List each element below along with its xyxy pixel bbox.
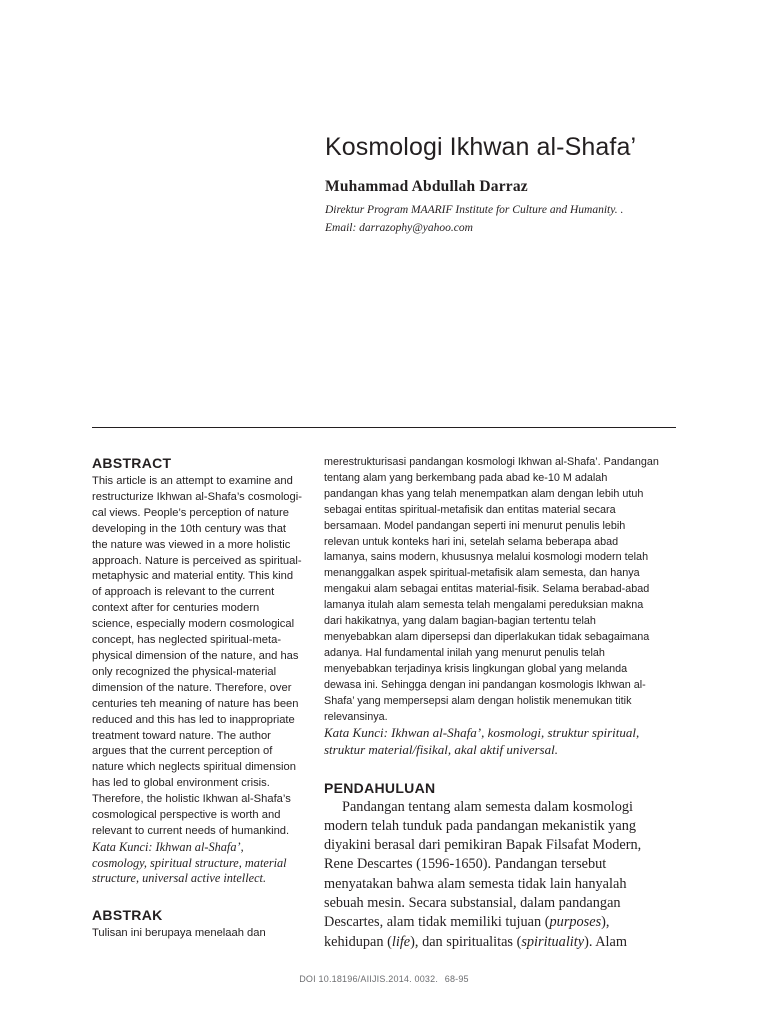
text-line: argues that the current perception of <box>92 745 273 758</box>
text-line: merestrukturisasi pandangan kosmologi Ikhwan al-Shafa’. Pandangan <box>324 456 659 468</box>
text-line: metaphysic and material entity. This kind <box>92 570 294 583</box>
text-line: menyebabkan terjadinya krisis lingkungan global yang melanda <box>324 662 628 675</box>
abstract-keywords <box>92 840 310 887</box>
text-line: lamanya, sains modern, khususnya melalui kosmologi modern telah <box>324 551 649 564</box>
article-title: Kosmologi Ikhwan al-Shafa’ <box>325 133 637 161</box>
text-line: treatment toward nature. The author <box>92 729 271 742</box>
footer-doi <box>0 974 768 984</box>
text-line: Kata Kunci: Ikhwan al-Shafa’, kosmologi, struktur spiritual, <box>324 725 640 741</box>
text-line: sebagai entitas spiritual-metafisik dan entitas material secara <box>324 503 616 516</box>
text-line: pandangan khas yang telah menempatkan alam dengan lebih utuh <box>324 487 644 500</box>
text-line: tentang alam yang berkembang pada abad ke-10 M adalah <box>324 471 608 484</box>
text-line: Shafa’ yang mempersepsi alam dengan holistik menemukan titik <box>324 694 632 707</box>
text-line: sebuah mesin. Secara substansial, dalam pandangan <box>324 895 621 912</box>
text-line: has led to global environment crisis. <box>92 777 270 790</box>
author-affiliation-block <box>325 201 623 237</box>
text-line: nature which neglects spiritual dimension <box>92 761 296 774</box>
text-line: adanya. Hal fundamental inilah yang menurut penulis telah <box>324 646 605 659</box>
abstrak-keywords <box>324 725 676 758</box>
text-line: structure, universal active intellect. <box>92 871 267 886</box>
text-line: dewasa ini. Sehingga dengan ini pandangan kosmologis Ikhwan al- <box>324 678 646 691</box>
text-line: cal views. People’s perception of nature <box>92 506 289 519</box>
text-line: the nature was viewed in a more holistic <box>92 538 291 551</box>
text-line: cosmological perspective is worth and <box>92 809 281 822</box>
text-line: dimension of the nature. Therefore, over <box>92 681 292 694</box>
text-line: Kata Kunci: Ikhwan al-Shafa’, <box>92 839 244 854</box>
abstrak-continued-body <box>324 455 676 725</box>
pendahuluan-body <box>324 798 676 952</box>
text-line: Therefore, the holistic Ikhwan al-Shafa’s <box>92 793 291 806</box>
abstrak-heading: ABSTRAK <box>92 906 163 923</box>
abstract-heading: ABSTRACT <box>92 455 172 471</box>
author-name: Muhammad Abdullah Darraz <box>325 178 528 195</box>
text-line: science, especially modern cosmological <box>92 618 295 631</box>
text-line: context after for centuries modern <box>92 602 260 615</box>
text-line: concept, has neglected spiritual-meta- <box>92 634 282 647</box>
email: Email: darrazophy@yahoo.com <box>325 222 473 234</box>
doi-text: DOI 10.18196/AIIJIS.2014. 0032. <box>299 974 439 984</box>
text-line: bersamaan. Model pandangan seperti ini menurut penulis lebih <box>324 519 626 532</box>
abstrak-body <box>92 926 310 942</box>
text-line: physical dimension of the nature, and has <box>92 649 299 662</box>
page-range: 68-95 <box>444 974 469 984</box>
text-line: Rene Descartes (1596-1650). Pandangan tersebut <box>324 856 607 873</box>
text-line: This article is an attempt to examine and <box>92 475 293 487</box>
text-line: Pandangan tentang alam semesta dalam kosmologi <box>342 798 634 815</box>
right-column <box>324 455 676 952</box>
text-line: Descartes, alam tidak memiliki tujuan (purposes), <box>324 914 610 931</box>
text-line: lamanya itulah alam semesta telah mengalami pereduksian makna <box>324 599 644 612</box>
abstract-body <box>92 474 310 840</box>
affiliation: Direktur Program MAARIF Institute for Culture and Humanity. . <box>325 204 624 216</box>
text-line: struktur material/fisikal, akal aktif universal. <box>324 742 558 757</box>
left-column <box>92 455 310 942</box>
text-line: Tulisan ini berupaya menelaah dan <box>92 926 266 939</box>
text-line: kehidupan (life), dan spiritualitas (spirituality). Alam <box>324 933 627 950</box>
text-line: reduced and this has led to inappropriate <box>92 713 295 726</box>
section-divider <box>92 427 676 428</box>
text-line: approach. Nature is perceived as spiritual- <box>92 554 302 567</box>
text-line: dari hakikatnya, yang dalam bagian-bagian tertentu telah <box>324 615 596 628</box>
text-line: relevant to current needs of humankind. <box>92 824 290 837</box>
text-line: mengakui alam sebagai entitas material-fisik. Selama berabad-abad <box>324 583 650 596</box>
text-line: cosmology, spiritual structure, material <box>92 855 287 870</box>
text-line: diyakini berasal dari pemikiran Bapak Filsafat Modern, <box>324 837 642 854</box>
text-line: developing in the 10th century was that <box>92 522 287 535</box>
text-line: relevan untuk konteks hari ini, setelah selama beberapa abad <box>324 535 619 548</box>
text-line: only recognized the physical-material <box>92 665 277 678</box>
text-line: menanggalkan aspek spiritual-metafisik alam semesta, dan hanya <box>324 567 640 580</box>
text-line: of approach is relevant to the current <box>92 586 275 599</box>
text-line: menyebabkan alam dipersepsi dan diperlakukan tidak sebagaimana <box>324 630 650 643</box>
text-line: centuries teh meaning of nature has been <box>92 697 299 710</box>
pendahuluan-heading: PENDAHULUAN <box>324 779 436 796</box>
text-line: restructurize Ikhwan al-Shafa’s cosmologi- <box>92 490 302 503</box>
text-line: modern telah tunduk pada pandangan mekanistik yang <box>324 817 637 834</box>
text-line: relevansinya. <box>324 710 388 723</box>
text-line: menyatakan bahwa alam semesta tidak lain hanyalah <box>324 875 627 892</box>
